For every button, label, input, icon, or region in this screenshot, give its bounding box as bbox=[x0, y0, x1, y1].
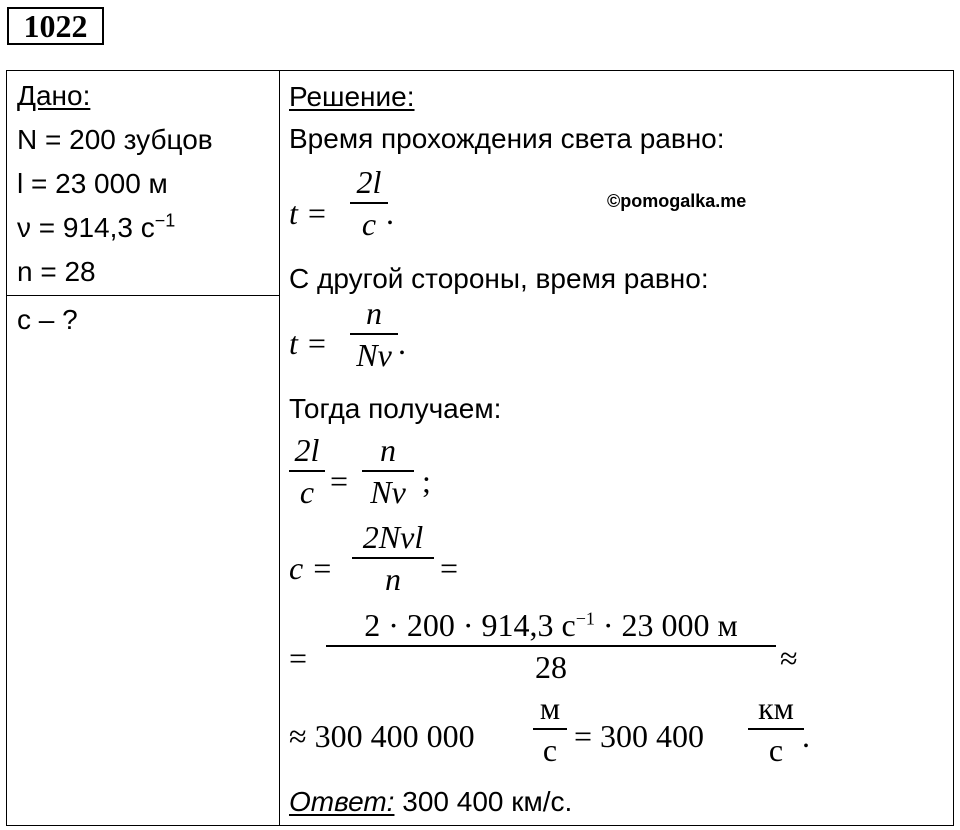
formula-1-lhs: t = bbox=[289, 195, 328, 231]
formula-3-fraction-right: n Nν bbox=[362, 432, 414, 510]
formula-6-lhs: ≈ 300 400 000 bbox=[289, 718, 475, 754]
given-header: Дано: bbox=[17, 80, 91, 111]
formula-2-tail: . bbox=[398, 325, 406, 361]
formula-4-lhs: c = bbox=[289, 550, 333, 586]
given-teeth: N = 200 зубцов bbox=[17, 124, 213, 155]
formula-5-lhs: = bbox=[289, 640, 308, 676]
formula-3-fraction-left: 2l c bbox=[289, 432, 325, 510]
answer-label: Ответ: bbox=[289, 786, 395, 817]
solution-header: Решение: bbox=[289, 81, 415, 112]
given-find-divider bbox=[6, 295, 279, 296]
formula-6-fraction-1: м с bbox=[533, 690, 567, 768]
find-unknown: c – ? bbox=[17, 304, 78, 335]
given-n: n = 28 bbox=[17, 256, 96, 287]
formula-5-fraction: 2 · 200 · 914,3 $с^{-1} \cdot 23$ 000 м 28 bbox=[326, 607, 776, 685]
formula-2-fraction: n Nν bbox=[350, 295, 398, 373]
formula-3-tail: ; bbox=[422, 463, 431, 499]
formula-6-mid: = 300 400 bbox=[574, 718, 705, 754]
solution-text-2: С другой стороны, время равно: bbox=[289, 263, 709, 294]
formula-5-tail: ≈ bbox=[780, 640, 798, 676]
solution-text-3: Тогда получаем: bbox=[289, 393, 502, 424]
formula-6-fraction-2: км с bbox=[748, 690, 804, 768]
given-distance: l = 23 000 м bbox=[17, 168, 168, 199]
formula-3-equals: = bbox=[330, 463, 349, 499]
answer-line bbox=[289, 785, 572, 819]
answer-value: 300 400 км/с. bbox=[394, 786, 573, 817]
solution-text-1: Время прохождения света равно: bbox=[289, 123, 725, 154]
formula-1-tail: . bbox=[386, 195, 394, 231]
column-divider bbox=[279, 70, 280, 826]
formula-1-fraction: 2l c bbox=[350, 164, 388, 242]
formula-2-lhs: t = bbox=[289, 325, 328, 361]
watermark: ©pomogalka.me bbox=[607, 191, 747, 211]
given-frequency: ν = 914,3 $с^{-1}$ bbox=[17, 210, 176, 243]
formula-6-tail: . bbox=[802, 718, 810, 754]
formula-4-fraction: 2Nνl n bbox=[352, 519, 434, 597]
formula-4-tail: = bbox=[440, 550, 459, 586]
problem-number: 1022 bbox=[7, 7, 104, 45]
